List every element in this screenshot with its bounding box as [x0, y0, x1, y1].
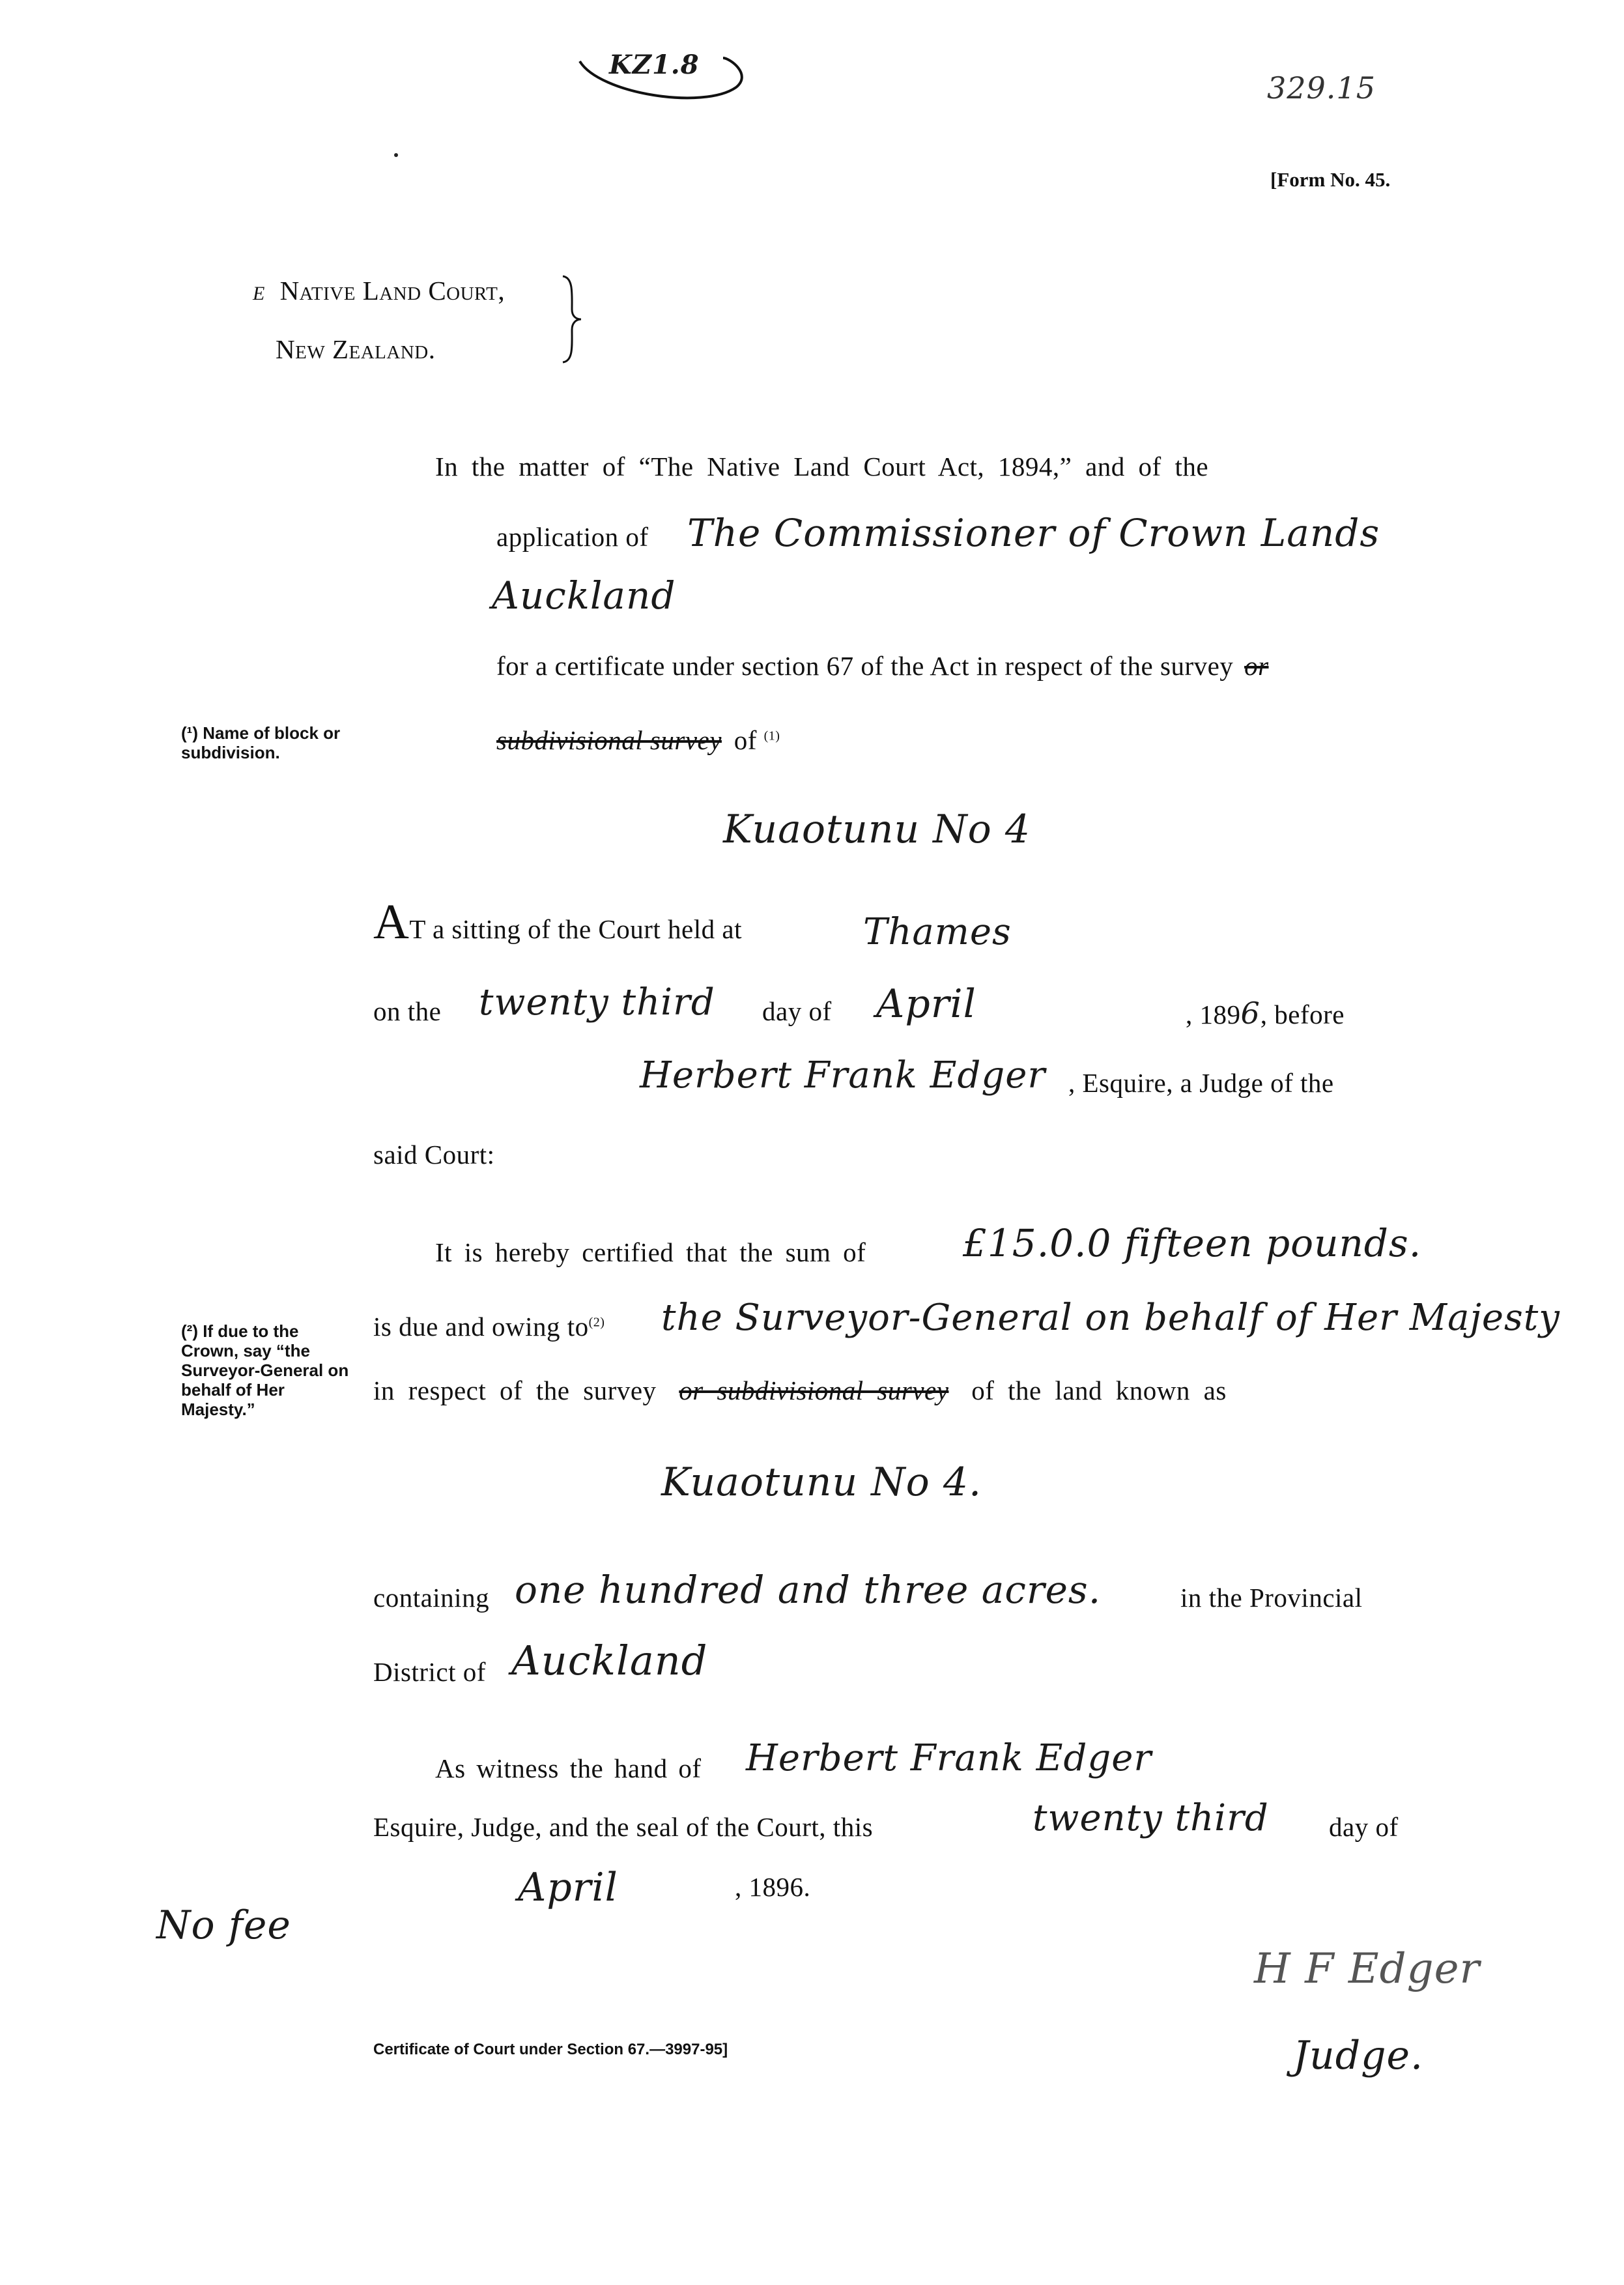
court-name-line2: New Zealand.	[276, 334, 436, 364]
certificate-text: for a certificate under section 67 of the Act in respect of the survey	[496, 651, 1234, 681]
struck-subdivisional-survey: subdivisional survey	[496, 725, 722, 755]
drop-cap-a: A	[373, 895, 410, 949]
sitting-text: T a sitting of the Court held at	[409, 914, 742, 944]
day-of-label: day of	[762, 996, 832, 1026]
provincial-label: in the Provincial	[1180, 1583, 1363, 1613]
year-prefix: , 189	[1186, 999, 1241, 1029]
top-reference-mark: KZ1.8	[609, 50, 700, 80]
witness-label: As witness the hand of	[435, 1753, 702, 1783]
no-fee-handwritten: No fee	[156, 1903, 291, 1948]
dot-mark	[394, 153, 398, 157]
applicant-handwritten: The Commissioner of Crown Lands	[687, 511, 1380, 555]
judge-signature: H F Edger	[1254, 1945, 1481, 1993]
respect-line	[373, 1375, 1227, 1406]
certificate-line	[496, 650, 1269, 682]
judge-title-handwritten: Judge.	[1293, 2033, 1424, 2078]
of-label: of	[734, 725, 757, 755]
containing-label: containing	[373, 1583, 490, 1613]
witness-judge-handwritten: Herbert Frank Edger	[746, 1737, 1152, 1779]
esquire-seal-line: Esquire, Judge, and the seal of the Court, this	[373, 1812, 874, 1842]
judge-name-handwritten: Herbert Frank Edger	[640, 1054, 1046, 1097]
year-digit-handwritten: 6	[1240, 996, 1261, 1031]
district-of-label: District of	[373, 1657, 486, 1687]
sitting-month-handwritten: April	[876, 981, 976, 1027]
subdivision-line	[496, 725, 780, 756]
before-label: , before	[1260, 999, 1345, 1029]
form-number: [Form No. 45.	[1270, 168, 1391, 191]
application-of-label: application of	[496, 522, 649, 552]
area-handwritten: one hundred and three acres.	[515, 1568, 1102, 1612]
brace-icon	[559, 274, 585, 365]
margin-note-crown: (²) If due to the Crown, say “the Surveyor-General on behalf of Her Majesty.”	[181, 1321, 349, 1419]
on-the-label: on the	[373, 996, 442, 1026]
land-known-label: of the land known as	[971, 1375, 1227, 1405]
said-court-label: said Court:	[373, 1140, 495, 1170]
witness-year: , 1896.	[735, 1872, 811, 1902]
sitting-day-handwritten: twenty third	[479, 981, 715, 1024]
due-owing-label: is due and owing to	[373, 1312, 589, 1342]
sitting-line	[373, 894, 742, 951]
struck-subdivisional-survey-2: or subdivisional survey	[679, 1375, 949, 1405]
witness-day-of: day of	[1329, 1812, 1399, 1842]
block-name-handwritten: Kuaotunu No 4	[723, 807, 1031, 852]
applicant-place-handwritten: Auckland	[492, 573, 676, 618]
struck-or: or	[1244, 651, 1269, 681]
sitting-place-handwritten: Thames	[863, 911, 1012, 953]
district-handwritten: Auckland	[511, 1637, 708, 1684]
footnote-ref-2: (2)	[588, 1315, 605, 1330]
court-brace	[559, 274, 585, 368]
sitting-year	[1186, 996, 1345, 1031]
footer-print-line: Certificate of Court under Section 67.—3997-95]	[373, 2041, 728, 2058]
esquire-judge-label: , Esquire, a Judge of the	[1068, 1068, 1334, 1098]
land-name-handwritten: Kuaotunu No 4.	[661, 1459, 982, 1505]
court-name: Native Land Court,	[279, 276, 506, 306]
court-name-line1	[253, 275, 505, 306]
margin-note-block-name: (¹) Name of block or subdivision.	[181, 723, 341, 762]
witness-month-handwritten: April	[518, 1865, 618, 1910]
payee-handwritten: the Surveyor-General on behalf of Her Majesty	[661, 1297, 1560, 1339]
respect-survey-label: in respect of the survey	[373, 1375, 657, 1405]
footnote-ref-1: (1)	[763, 728, 780, 743]
reference-number: 329.15	[1267, 70, 1376, 106]
witness-day-handwritten: twenty third	[1033, 1797, 1269, 1839]
matter-line: In the matter of “The Native Land Court Act, 1894,” and of the	[435, 452, 1209, 481]
due-owing-line	[373, 1311, 605, 1342]
court-prefix: E	[253, 283, 265, 304]
certified-line: It is hereby certified that the sum of	[435, 1237, 866, 1267]
sum-handwritten: £15.0.0 fifteen pounds.	[963, 1221, 1422, 1265]
